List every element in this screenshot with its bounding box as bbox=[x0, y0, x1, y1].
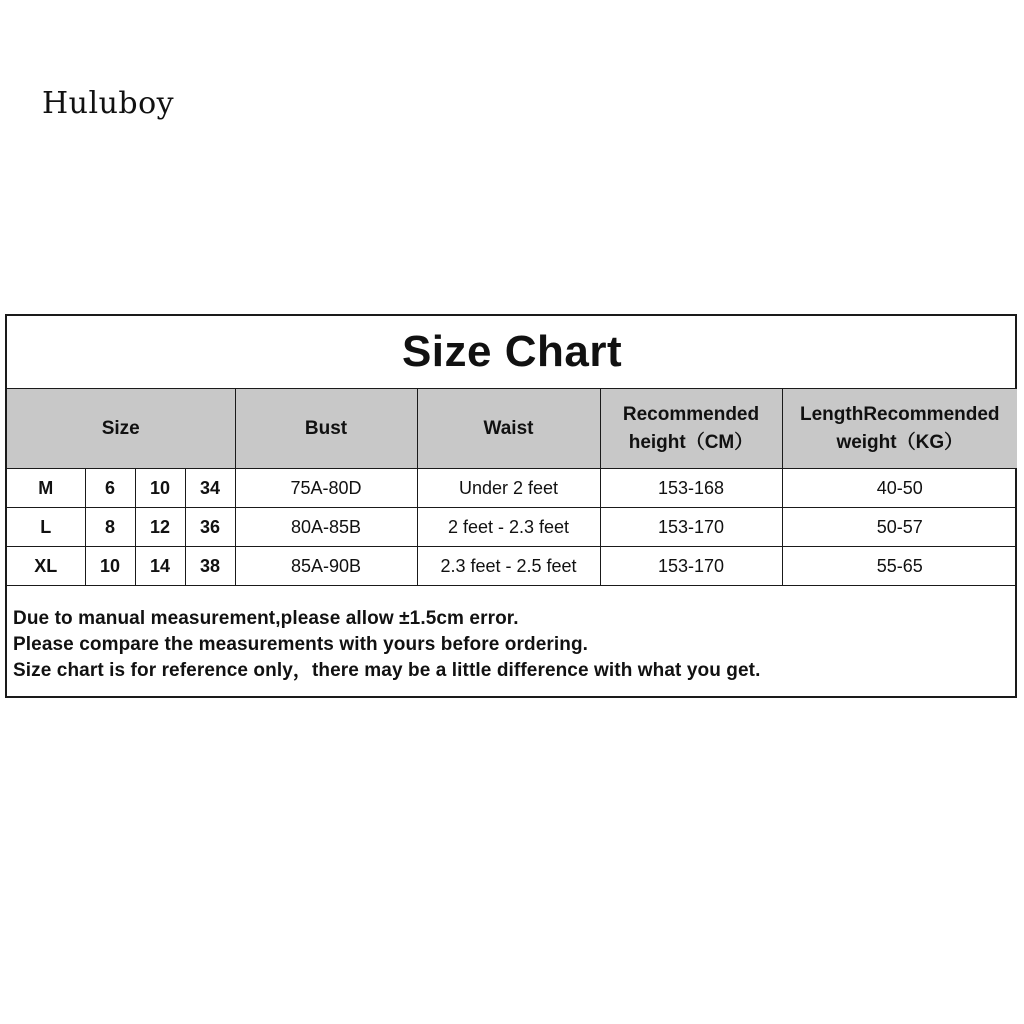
header-height bbox=[600, 389, 782, 469]
brand-name: Huluboy bbox=[42, 86, 175, 121]
waist-cell: 2 feet - 2.3 feet bbox=[417, 508, 600, 547]
header-weight bbox=[782, 389, 1017, 469]
table-row bbox=[7, 508, 1017, 547]
height-cell: 153-170 bbox=[600, 508, 782, 547]
size-label: M bbox=[7, 469, 85, 508]
size-eu: 36 bbox=[185, 508, 235, 547]
waist-cell: 2.3 feet - 2.5 feet bbox=[417, 547, 600, 586]
size-label: XL bbox=[7, 547, 85, 586]
header-height-line1: Recommended bbox=[622, 403, 760, 425]
size-notes bbox=[13, 606, 761, 684]
waist-cell: Under 2 feet bbox=[417, 469, 600, 508]
chart-title: Size Chart bbox=[7, 316, 1017, 389]
note-line: Please compare the measurements with yours before ordering. bbox=[13, 634, 589, 655]
size-us: 8 bbox=[85, 508, 135, 547]
note-line: Size chart is for reference only，there may be a little difference with what you get. bbox=[13, 660, 761, 681]
header-weight-line1: LengthRecommended bbox=[800, 403, 1000, 425]
size-eu: 38 bbox=[185, 547, 235, 586]
size-uk: 14 bbox=[135, 547, 185, 586]
bust-cell: 85A-90B bbox=[235, 547, 417, 586]
size-us: 6 bbox=[85, 469, 135, 508]
weight-cell: 55-65 bbox=[782, 547, 1017, 586]
height-cell: 153-168 bbox=[600, 469, 782, 508]
size-label: L bbox=[7, 508, 85, 547]
size-eu: 34 bbox=[185, 469, 235, 508]
size-uk: 12 bbox=[135, 508, 185, 547]
header-weight-line2: weight（KG） bbox=[836, 431, 964, 453]
height-cell: 153-170 bbox=[600, 547, 782, 586]
header-waist: Waist bbox=[417, 389, 600, 469]
size-chart-table bbox=[7, 316, 1017, 586]
bust-cell: 75A-80D bbox=[235, 469, 417, 508]
note-line: Due to manual measurement,please allow ±1.5cm error. bbox=[13, 608, 519, 629]
table-row bbox=[7, 547, 1017, 586]
header-row bbox=[7, 389, 1017, 469]
header-size: Size bbox=[7, 389, 235, 469]
size-us: 10 bbox=[85, 547, 135, 586]
bust-cell: 80A-85B bbox=[235, 508, 417, 547]
size-chart bbox=[5, 314, 1017, 698]
size-uk: 10 bbox=[135, 469, 185, 508]
header-bust: Bust bbox=[235, 389, 417, 469]
header-height-line2: height（CM） bbox=[628, 431, 754, 453]
table-row bbox=[7, 469, 1017, 508]
weight-cell: 40-50 bbox=[782, 469, 1017, 508]
weight-cell: 50-57 bbox=[782, 508, 1017, 547]
